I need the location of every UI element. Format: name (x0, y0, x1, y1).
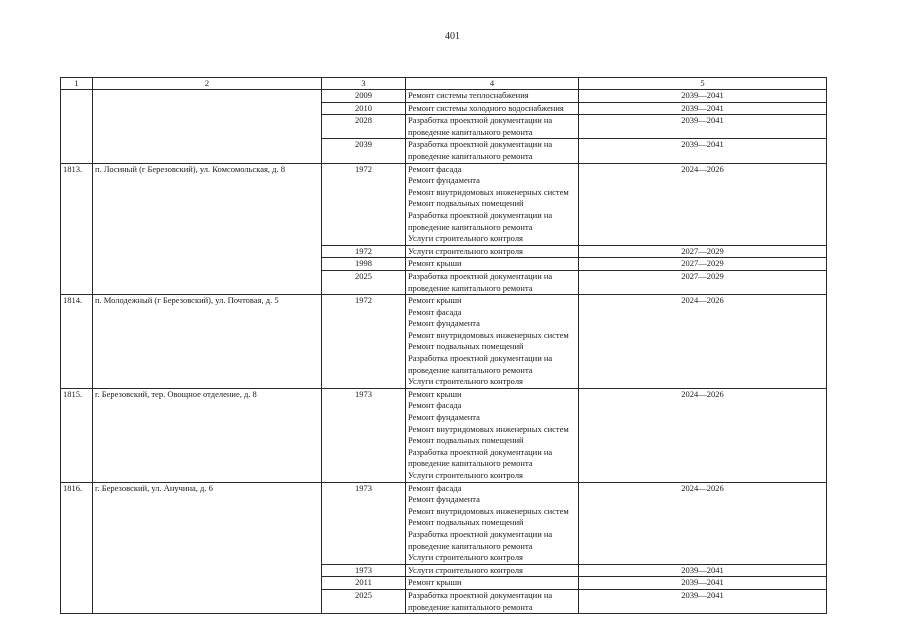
work-type-line: Ремонт внутридомовых инженерных систем (408, 505, 569, 516)
work-type-line: Ремонт фасада (408, 306, 462, 317)
planned-period-cell: 2024—2026 (579, 163, 827, 245)
object-number-cell: 1813. (61, 163, 93, 295)
object-address-cell (93, 90, 322, 164)
work-type-line: Ремонт системы теплоснабжения (408, 90, 529, 100)
work-type-line: Разработка проектной документации на (408, 139, 553, 150)
work-type-cell (406, 589, 579, 613)
work-type-line: проведение капитального ремонта (408, 150, 533, 161)
work-type-cell (406, 115, 579, 139)
work-type-line: Разработка проектной документации на (408, 209, 553, 220)
work-type-line: Услуги строительного контроля (408, 552, 523, 563)
work-type-cell (406, 564, 579, 577)
object-address-cell: п. Молодежный (г Березовский), ул. Почтовая, д. 5 (93, 295, 322, 389)
work-type-line: проведение капитального ремонта (408, 221, 533, 232)
work-type-line: Ремонт крыши (408, 258, 462, 269)
work-type-line: Ремонт внутридомовых инженерных систем (408, 423, 569, 434)
work-type-line: Услуги строительного контроля (408, 376, 523, 387)
work-type-line: Ремонт фундамента (408, 494, 480, 505)
work-type-cell (406, 258, 579, 271)
year-cell: 1973 (322, 564, 406, 577)
object-address-cell: г. Березовский, ул. Анучина, д. 6 (93, 482, 322, 614)
work-type-line: Ремонт фасада (408, 400, 462, 411)
work-type-line: Ремонт подвальных помещений (408, 341, 524, 352)
planned-period-cell: 2024—2026 (579, 482, 827, 564)
work-type-line: Ремонт подвальных помещений (408, 517, 524, 528)
work-type-line: Ремонт подвальных помещений (408, 435, 524, 446)
work-type-cell (406, 270, 579, 294)
year-cell: 1998 (322, 258, 406, 271)
planned-period-cell: 2024—2026 (579, 388, 827, 482)
header-col-3: 3 (322, 78, 406, 90)
year-cell: 2009 (322, 90, 406, 103)
work-type-line: Ремонт подвальных помещений (408, 198, 524, 209)
work-type-line: Разработка проектной документации на (408, 528, 553, 539)
work-type-cell (406, 139, 579, 163)
year-cell: 2028 (322, 115, 406, 139)
table-body (61, 90, 827, 614)
header-row (61, 78, 827, 90)
work-type-line: Разработка проектной документации на (408, 589, 553, 600)
work-type-line: проведение капитального ремонта (408, 540, 533, 551)
work-type-cell (406, 388, 579, 482)
work-type-line: проведение капитального ремонта (408, 601, 533, 612)
object-address-cell: п. Лосиный (г Березовский), ул. Комсомольская, д. 8 (93, 163, 322, 295)
work-type-cell (406, 577, 579, 590)
work-type-line: проведение капитального ремонта (408, 364, 533, 375)
work-type-cell (406, 102, 579, 115)
table-row (61, 388, 827, 482)
year-cell: 2025 (322, 270, 406, 294)
object-number-cell: 1816. (61, 482, 93, 614)
year-cell: 2011 (322, 577, 406, 590)
work-type-line: проведение капитального ремонта (408, 126, 533, 137)
work-type-line: Ремонт крыши (408, 577, 462, 588)
work-type-line: Разработка проектной документации на (408, 446, 553, 457)
year-cell: 1972 (322, 245, 406, 258)
year-cell: 2010 (322, 102, 406, 115)
planned-period-cell: 2027—2029 (579, 258, 827, 271)
year-cell: 2039 (322, 139, 406, 163)
work-type-line: Ремонт внутридомовых инженерных систем (408, 186, 569, 197)
repair-schedule-table (60, 77, 827, 614)
work-type-line: Разработка проектной документации на (408, 115, 553, 126)
table-row (61, 163, 827, 245)
work-type-line: Услуги строительного контроля (408, 245, 523, 256)
planned-period-cell: 2039—2041 (579, 564, 827, 577)
planned-period-cell: 2039—2041 (579, 102, 827, 115)
work-type-line: Услуги строительного контроля (408, 470, 523, 480)
table-row (61, 295, 827, 389)
work-type-line: Ремонт фундамента (408, 318, 480, 329)
object-address-cell: г. Березовский, тер. Овощное отделение, д. 8 (93, 388, 322, 482)
planned-period-cell: 2027—2029 (579, 245, 827, 258)
year-cell: 1972 (322, 295, 406, 389)
planned-period-cell: 2039—2041 (579, 115, 827, 139)
work-type-line: Разработка проектной документации на (408, 270, 553, 281)
planned-period-cell: 2039—2041 (579, 139, 827, 163)
page-number: 401 (445, 31, 460, 42)
work-type-line: Ремонт фундамента (408, 175, 480, 186)
work-type-line: Ремонт системы холодного водоснабжения (408, 102, 564, 113)
work-type-line: проведение капитального ремонта (408, 458, 533, 469)
work-type-line: проведение капитального ремонта (408, 282, 533, 293)
year-cell: 2025 (322, 589, 406, 613)
work-type-line: Услуги строительного контроля (408, 233, 523, 244)
table-row (61, 482, 827, 564)
work-type-cell (406, 295, 579, 389)
header-col-5: 5 (579, 78, 827, 90)
object-number-cell (61, 90, 93, 164)
object-number-cell: 1814. (61, 295, 93, 389)
object-number-cell: 1815. (61, 388, 93, 482)
header-col-4: 4 (406, 78, 579, 90)
table-row (61, 90, 827, 103)
year-cell: 1973 (322, 388, 406, 482)
year-cell: 1973 (322, 482, 406, 564)
work-type-line: Ремонт фасада (408, 163, 462, 174)
work-type-line: Разработка проектной документации на (408, 353, 553, 364)
planned-period-cell: 2039—2041 (579, 577, 827, 590)
work-type-cell (406, 163, 579, 245)
planned-period-cell: 2027—2029 (579, 270, 827, 294)
work-type-line: Ремонт фасада (408, 482, 462, 493)
work-type-line: Ремонт фундамента (408, 412, 480, 423)
work-type-cell (406, 482, 579, 564)
year-cell: 1972 (322, 163, 406, 245)
work-type-line: Ремонт крыши (408, 295, 462, 306)
work-type-line: Ремонт крыши (408, 388, 462, 399)
table-header (61, 78, 827, 90)
work-type-line: Услуги строительного контроля (408, 564, 523, 575)
planned-period-cell: 2039—2041 (579, 589, 827, 613)
header-col-1: 1 (61, 78, 93, 90)
work-type-cell (406, 245, 579, 258)
header-col-2: 2 (93, 78, 322, 90)
work-type-line: Ремонт внутридомовых инженерных систем (408, 329, 569, 340)
planned-period-cell: 2024—2026 (579, 295, 827, 389)
planned-period-cell: 2039—2041 (579, 90, 827, 103)
work-type-cell (406, 90, 579, 103)
